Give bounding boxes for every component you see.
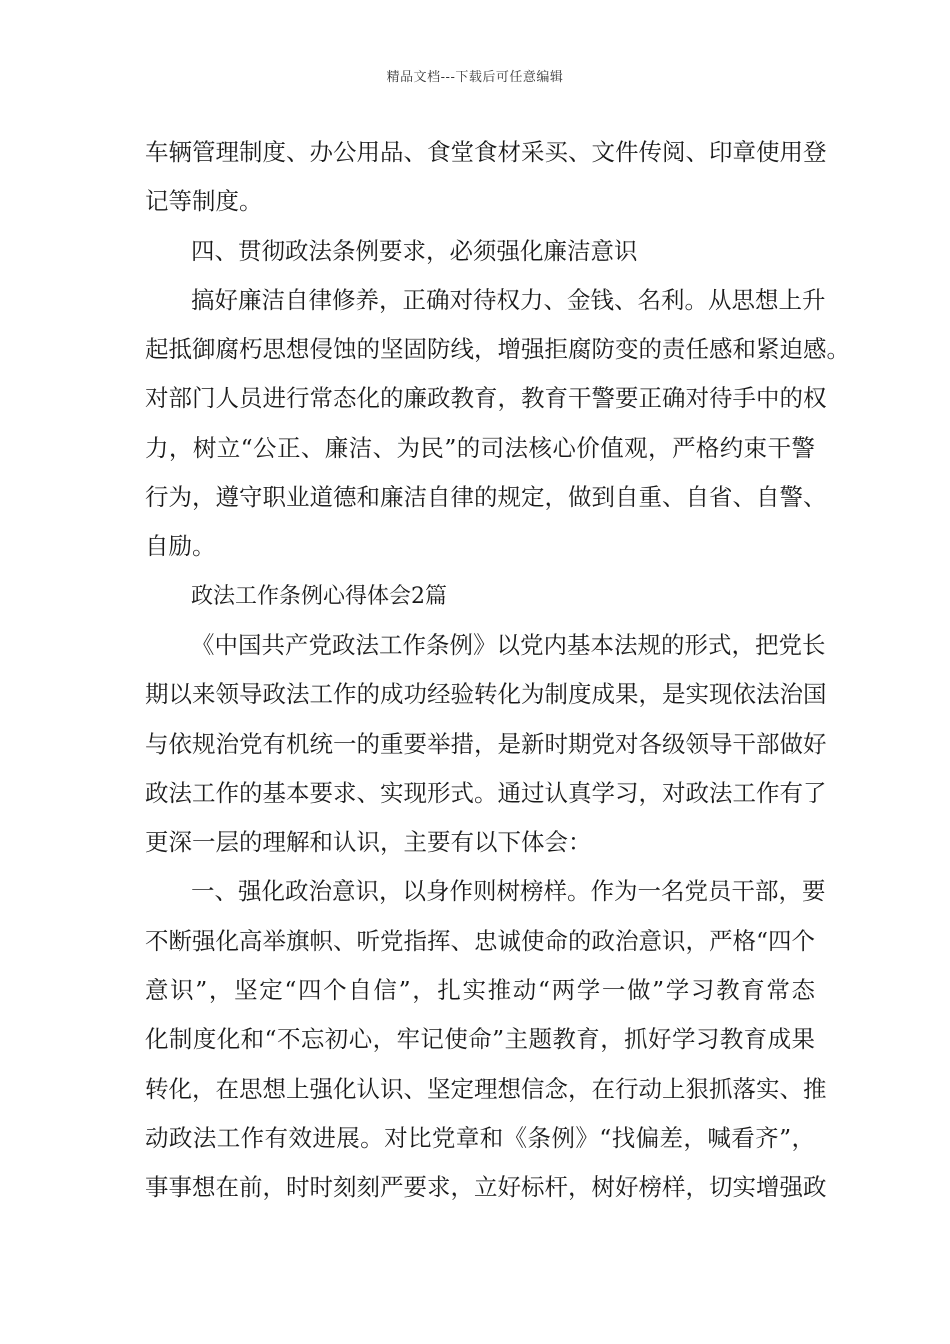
text-line-7: 力，树立“公正、廉洁、为民”的司法核心价值观，严格约束干警 xyxy=(145,433,815,462)
text-line-17: 不断强化高举旗帜、听党指挥、忠诚使命的政治意识，严格“四个 xyxy=(145,926,816,955)
text-line-4: 搞好廉洁自律修养，正确对待权力、金钱、名利。从思想上升 xyxy=(191,285,826,314)
text-line-21: 动政法工作有效进展。对比党章和《条例》“找偏差，喊看齐”， xyxy=(145,1123,815,1152)
text-line-5: 起抵御腐朽思想侵蚀的坚固防线，增强拒腐防变的责任感和紧迫感。 xyxy=(145,335,850,364)
text-line-13: 与依规治党有机统一的重要举措，是新时期党对各级领导干部做好 xyxy=(145,729,827,758)
text-line-1: 车辆管理制度、办公用品、食堂食材采买、文件传阅、印章使用登 xyxy=(145,138,827,166)
text-line-20: 转化，在思想上强化认识、坚定理想信念，在行动上狠抓落实、推 xyxy=(145,1074,827,1103)
text-line-19: 化制度化和“不忘初心，牢记使命”主题教育，抓好学习教育成果 xyxy=(145,1025,815,1054)
text-line-14: 政法工作的基本要求、实现形式。通过认真学习，对政法工作有了 xyxy=(145,778,827,807)
article-title: 政法工作条例心得体会2篇 xyxy=(191,583,447,609)
page-header: 精品文档---下载后可任意编辑 xyxy=(386,70,564,85)
text-line-22: 事事想在前，时时刻刻严要求，立好标杆，树好榜样，切实增强政 xyxy=(145,1173,827,1202)
text-line-16: 一、强化政治意识，以身作则树榜样。作为一名党员干部，要 xyxy=(191,877,826,906)
text-line-6: 对部门人员进行常态化的廉政教育，教育干警要正确对待手中的权 xyxy=(145,384,827,413)
text-line-12: 期以来领导政法工作的成功经验转化为制度成果，是实现依法治国 xyxy=(145,680,827,709)
text-line-8: 行为，遵守职业道德和廉洁自律的规定，做到自重、自省、自警、 xyxy=(145,483,827,512)
text-line-18: 意识”，坚定“四个自信”，扎实推动“两学一做”学习教育常态 xyxy=(145,976,815,1005)
text-line-15: 更深一层的理解和认识，主要有以下体会： xyxy=(145,828,592,857)
document-body xyxy=(145,128,850,1213)
section-heading-four: 四、贯彻政法条例要求，必须强化廉洁意识 xyxy=(191,236,638,265)
text-line-11: 《中国共产党政法工作条例》以党内基本法规的形式，把党长 xyxy=(191,630,826,659)
text-line-9: 自励。 xyxy=(145,532,216,561)
text-line-2: 记等制度。 xyxy=(145,187,263,216)
